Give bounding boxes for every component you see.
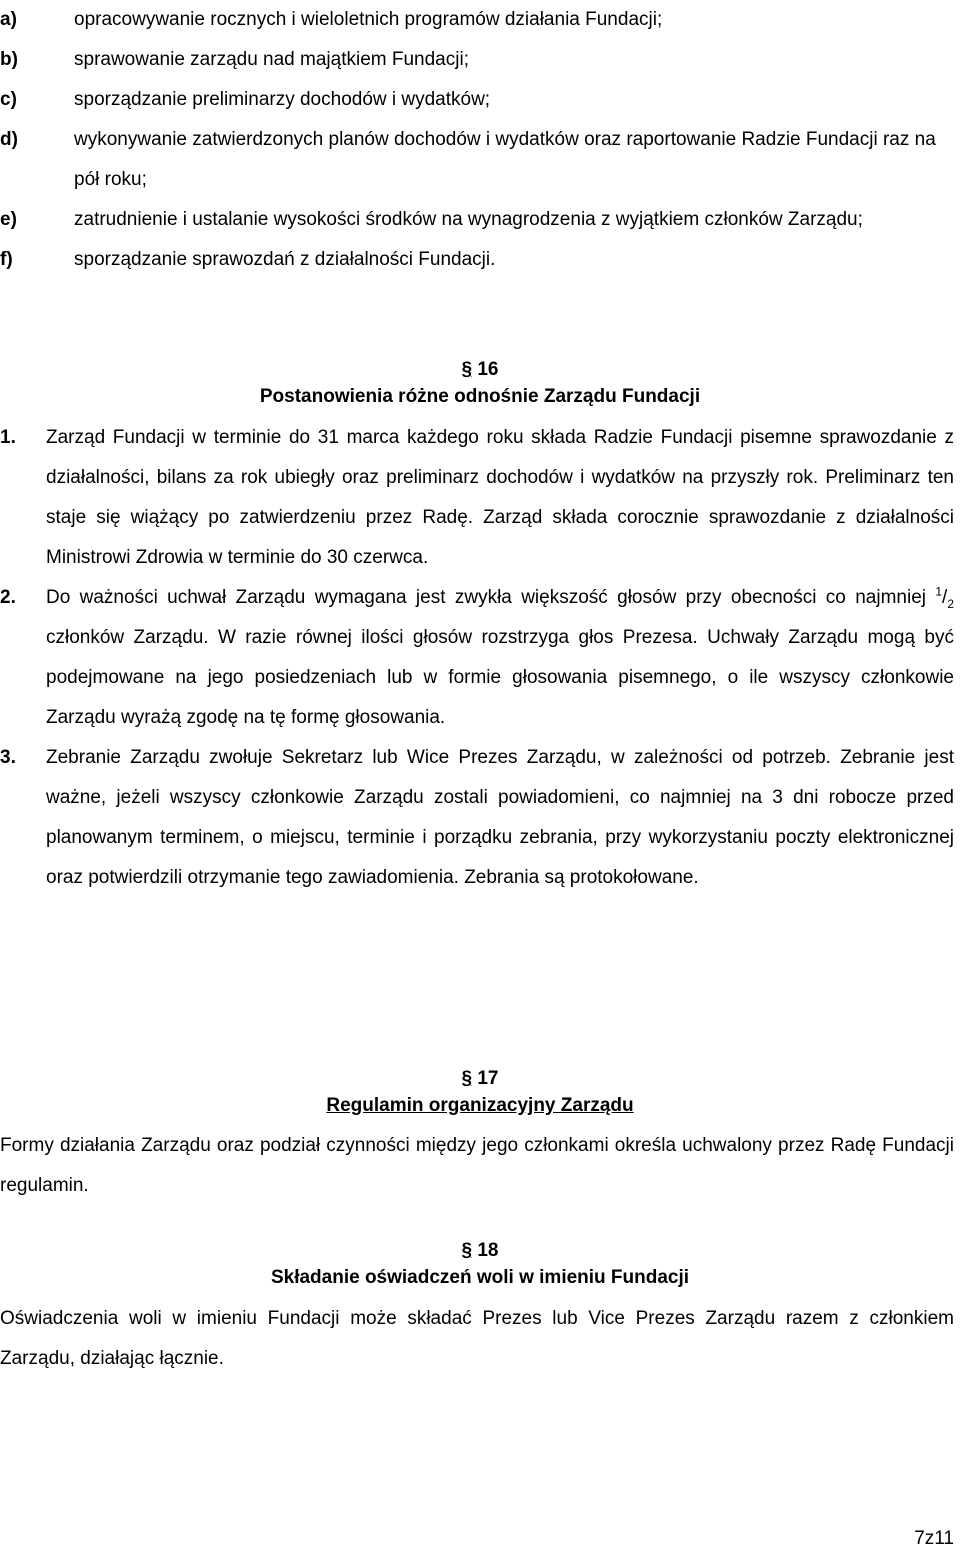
list-item-label: d) <box>0 129 18 150</box>
list-item <box>0 240 960 280</box>
section-title: Regulamin organizacyjny Zarządu <box>326 1095 634 1116</box>
section-sign: § <box>461 359 473 380</box>
list-item-label: a) <box>0 9 17 30</box>
list-item-text: sprawowanie zarządu nad majątkiem Fundacji; <box>74 49 469 70</box>
fraction-numerator: 1 <box>935 584 943 599</box>
section-title: Składanie oświadczeń woli w imieniu Fundacji <box>270 1267 690 1288</box>
section-number: 17 <box>477 1068 499 1089</box>
numbered-paragraph <box>0 578 960 738</box>
list-item-text: wykonywanie zatwierdzonych planów dochodów i wydatków oraz raportowanie Radzie Fundacji raz na pół roku; <box>74 129 936 190</box>
section-17-text: Formy działania Zarządu oraz podział czynności między jego członkami określa uchwalony przez Radę Fundacji regulamin. <box>0 1135 954 1196</box>
list-item-label: b) <box>0 49 18 70</box>
list-item-text: zatrudnienie i ustalanie wysokości środków na wynagrodzenia z wyjątkiem członków Zarządu; <box>74 209 863 230</box>
numbered-paragraph <box>0 418 960 578</box>
paragraph-number: 1. <box>0 427 16 448</box>
section-16-heading <box>0 357 960 411</box>
list-item-text: sporządzanie sprawozdań z działalności Fundacji. <box>74 249 496 270</box>
section-17-heading <box>0 1066 960 1120</box>
list-item-label: f) <box>0 249 13 270</box>
section-sign: § <box>461 1068 473 1089</box>
paragraph-text: Zarząd Fundacji w terminie do 31 marca każdego roku składa Radzie Fundacji pisemne sprawozdanie z działalności, bilans za rok ubiegły oraz preliminarz dochodów i wydatków na przyszły rok. Preliminarz ten staje się wiążący po zatwierdzeniu przez Radę. Zarząd składa corocznie sprawozdanie z działalności Ministrowi Zdrowia w terminie do 30 czerwca. <box>46 427 954 568</box>
list-item <box>0 80 960 120</box>
list-item-text: sporządzanie preliminarzy dochodów i wydatków; <box>74 89 491 110</box>
page-number: 7z11 <box>914 1528 954 1549</box>
paragraph-text: Zebranie Zarządu zwołuje Sekretarz lub Wice Prezes Zarządu, w zależności od potrzeb. Zebranie jest ważne, jeżeli wszyscy członkowie Zarządu zostali powiadomieni, co najmniej na 3 dni robocze przed planowanym terminem, o miejscu, terminie i porządku zebrania, przy wykorzystaniu poczty elektronicznej oraz potwierdzili otrzymanie tego zawiadomienia. Zebrania są protokołowane. <box>46 747 954 888</box>
list-item <box>0 40 960 80</box>
list-item-text: opracowywanie rocznych i wieloletnich programów działania Fundacji; <box>74 9 663 30</box>
section-18-heading <box>0 1238 960 1292</box>
section-18-text: Oświadczenia woli w imieniu Fundacji może składać Prezes lub Vice Prezes Zarządu razem z członkiem Zarządu, działając łącznie. <box>0 1308 954 1369</box>
paragraph-text-before: Do ważności uchwał Zarządu wymagana jest zwykła większość głosów przy obecności co najmniej <box>46 587 936 608</box>
duties-list <box>0 0 960 280</box>
paragraph-number: 3. <box>0 747 16 768</box>
list-item-label: e) <box>0 209 17 230</box>
section-sign: § <box>461 1240 473 1261</box>
section-title: Postanowienia różne odnośnie Zarządu Fundacji <box>259 386 701 407</box>
section-number: 16 <box>477 359 499 380</box>
list-item <box>0 0 960 40</box>
fraction-denominator: 2 <box>947 596 954 611</box>
list-item <box>0 120 960 200</box>
fraction-separator: / <box>942 587 948 608</box>
paragraph-text-after: członków Zarządu. W razie równej ilości głosów rozstrzyga głos Prezesa. Uchwały Zarządu mogą być podejmowane na jego posiedzeniach lub w formie głosowania pisemnego, o ile wszyscy członkowie Zarządu wyrażą zgodę na tę formę głosowania. <box>46 627 954 728</box>
paragraph-number: 2. <box>0 587 16 608</box>
list-item-label: c) <box>0 89 17 110</box>
list-item <box>0 200 960 240</box>
section-16-paragraphs <box>0 418 960 898</box>
numbered-paragraph <box>0 738 960 898</box>
section-number: 18 <box>477 1240 499 1261</box>
